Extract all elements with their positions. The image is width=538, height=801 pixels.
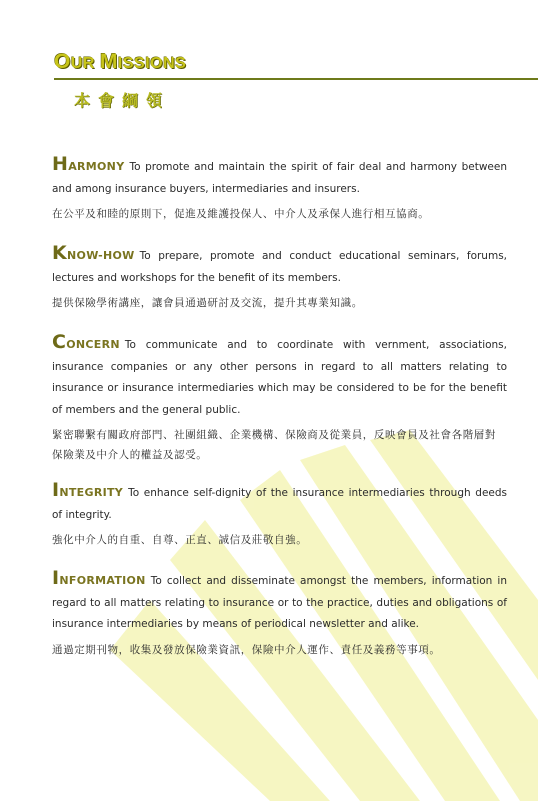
page-title (54, 50, 186, 74)
title-cap-2: M (99, 50, 118, 73)
mission-text: CONCERN To communicate and to coordinate with vernment, associations, insurance companies or any other persons in regard to all matters relating to insurance or insurance intermediaries which may be considered to be for the benefit of members and the general public. (52, 331, 507, 416)
mission-text-zh: 強化中介人的自重、自尊、正直、誠信及莊敬自強。 (52, 534, 308, 546)
title-rule (54, 78, 538, 80)
mission-heading: INTEGRITY (52, 479, 124, 501)
mission-heading: KNOW-HOW (52, 242, 135, 264)
mission-text-zh: 在公平及和睦的原則下，促進及維護投保人、中介人及承保人進行相互協商。 (52, 208, 430, 220)
title-rest-2: ISSIONS (117, 55, 187, 72)
title-cap-1: O (54, 50, 71, 73)
mission-text-zh: 通過定期刊物，收集及發放保險業資訊，保險中介人運作、責任及義務等事項。 (52, 643, 441, 656)
mission-text: INTEGRITY To enhance self-dignity of the insurance intermediaries through deeds of integrity. (52, 479, 507, 521)
mission-text-zh: 提供保險學術講座，讓會員通過研討及交流，提升其專業知識。 (52, 297, 363, 309)
mission-heading: HARMONY (52, 153, 125, 175)
mission-know-how (52, 243, 507, 313)
page-subtitle-zh: 本會綱領 (74, 91, 171, 110)
title-rest-1: UR (70, 55, 95, 72)
mission-text: HARMONY To promote and maintain the spirit of fair deal and harmony between and among insurance buyers, intermediaries and insurers. (52, 153, 507, 195)
mission-integrity (52, 480, 507, 550)
mission-text: INFORMATION To collect and disseminate amongst the members, information in regard to all matters relating to insurance or to the practice, duties and obligations of insurance intermediaries by means of periodical newsletter and alike. (52, 567, 507, 630)
mission-heading: INFORMATION (52, 567, 146, 589)
mission-text: KNOW-HOW To prepare, promote and conduct educational seminars, forums, lectures and workshops for the benefit of its members. (52, 242, 507, 284)
mission-text-zh: 緊密聯繫有關政府部門、社團組織、企業機構、保險商及從業員，反映會員及社會各階層對保險業及中介人的權益及認受。 (52, 429, 496, 461)
mission-information (52, 568, 507, 660)
mission-concern (52, 332, 507, 465)
mission-heading: CONCERN (52, 331, 120, 353)
mission-harmony (52, 154, 507, 224)
